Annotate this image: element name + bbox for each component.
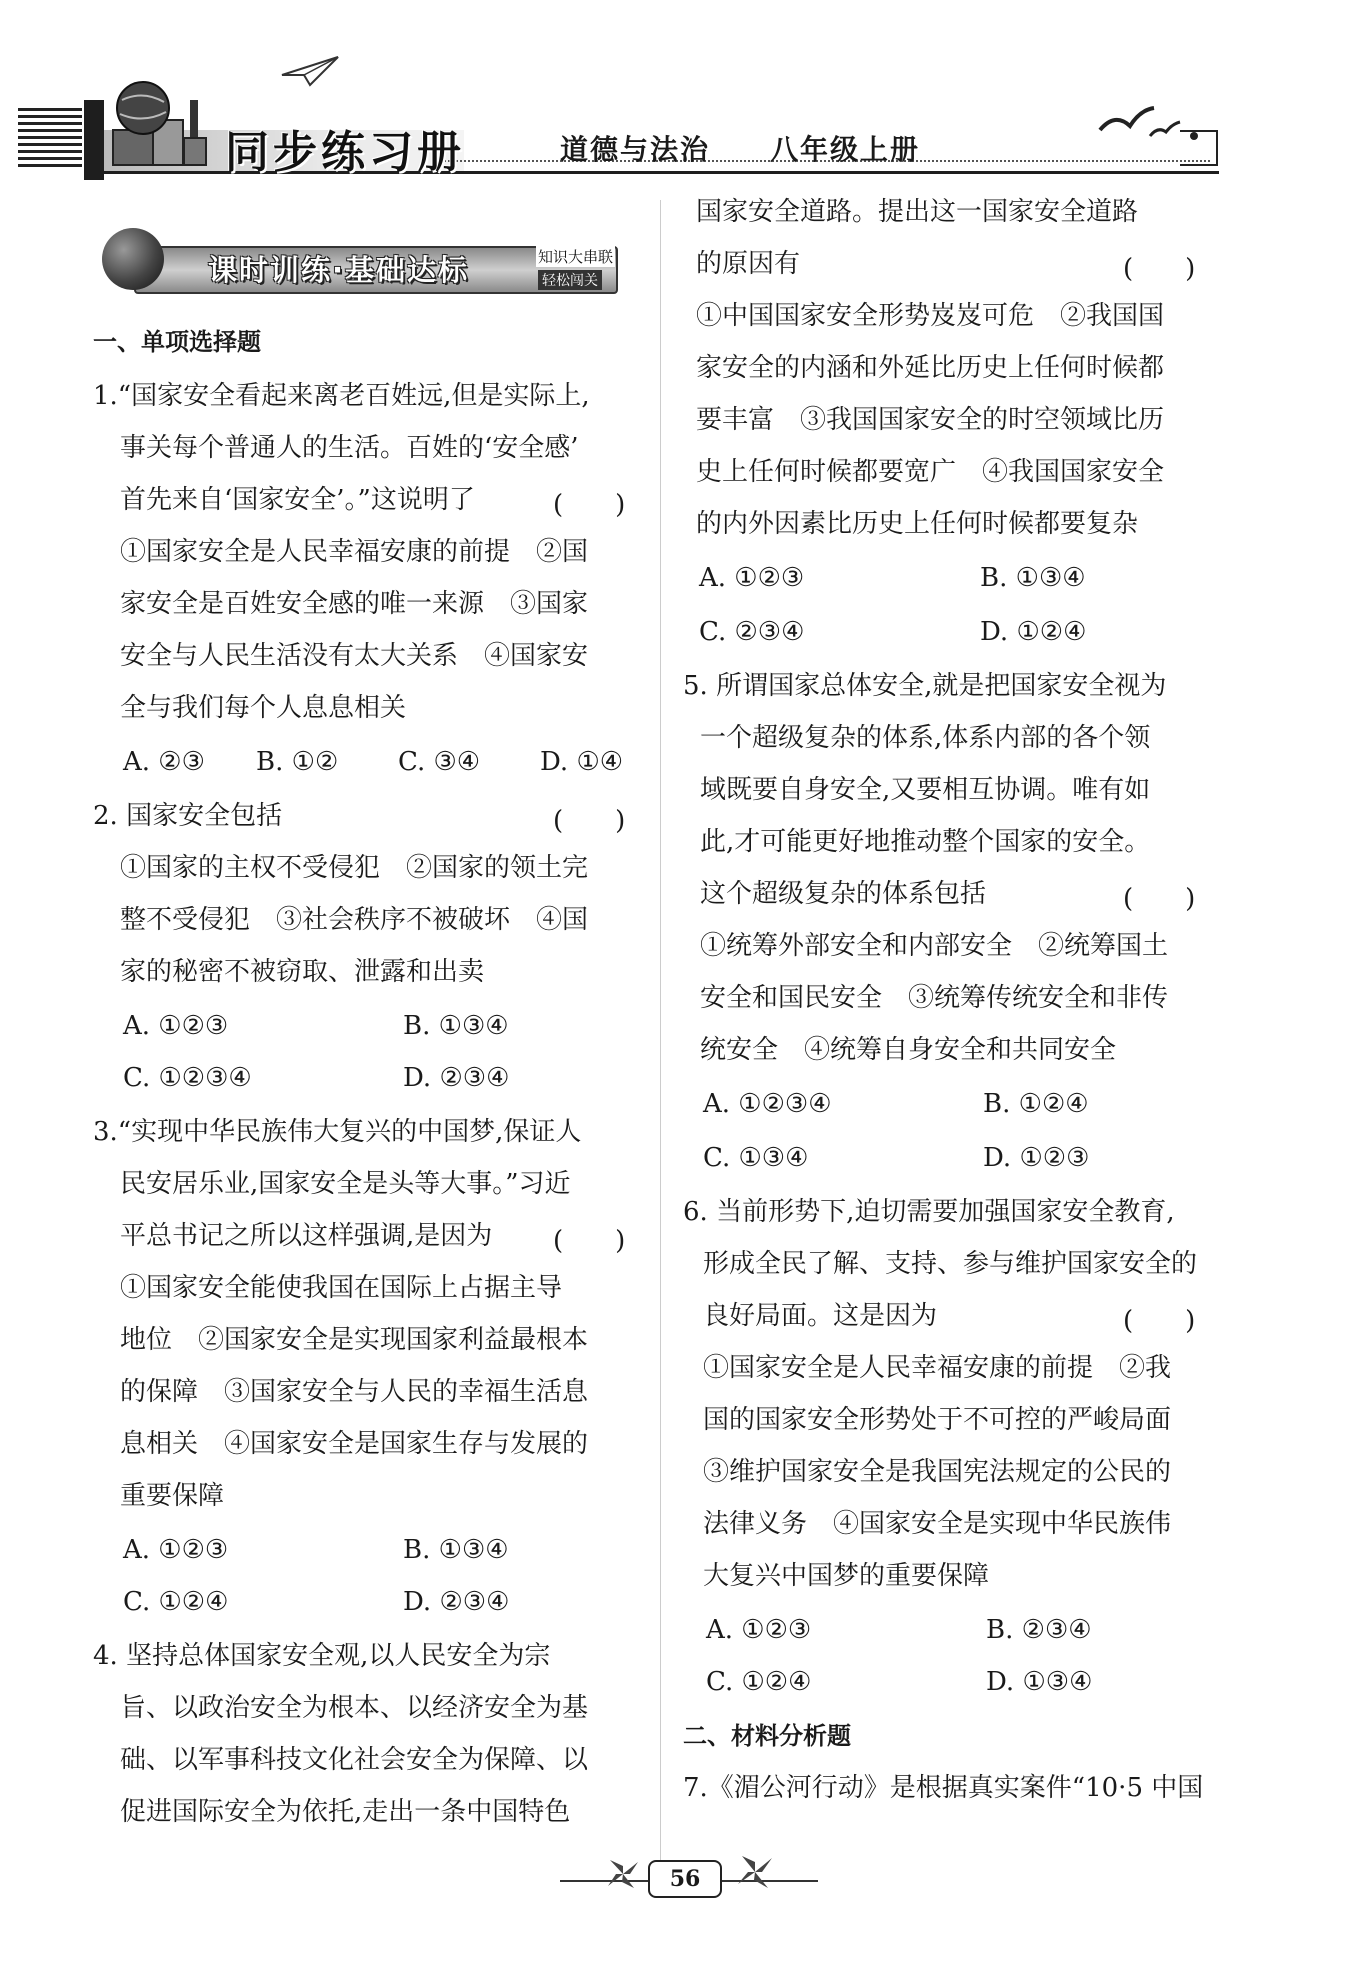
statement-text: 家的秘密不被窃取、泄露和出卖 xyxy=(120,957,485,987)
section-title: 一、单项选择题 xyxy=(93,328,261,356)
statement-text: 大复兴中国梦的重要保障 xyxy=(703,1561,990,1591)
answer-blank[interactable]: ( ) xyxy=(553,490,626,520)
question-text: 首先来自‘国家安全’。”这说明了 xyxy=(120,485,475,515)
header-bar xyxy=(84,100,104,180)
statement-text: 整不受侵犯 ③社会秩序不被破坏 ④国 xyxy=(120,905,589,935)
header-stripes xyxy=(18,108,82,174)
option-b[interactable]: B. ②③④ xyxy=(986,1615,1092,1645)
option-c[interactable]: C. ②③④ xyxy=(699,617,805,647)
option-a[interactable]: A. ①②③ xyxy=(123,1011,229,1041)
page-footer xyxy=(560,1850,820,1910)
option-a[interactable]: A. ①②③④ xyxy=(703,1089,832,1119)
question-text: 的原因有 xyxy=(696,249,801,279)
statement-text: 重要保障 xyxy=(120,1481,225,1511)
question-text: 形成全民了解、支持、参与维护国家安全的 xyxy=(703,1249,1198,1279)
question-text: 6. 当前形势下,迫切需要加强国家安全教育, xyxy=(683,1197,1175,1227)
statement-text: ①统筹外部安全和内部安全 ②统筹国土 xyxy=(700,931,1169,961)
statement-text: 的保障 ③国家安全与人民的幸福生活息 xyxy=(120,1377,589,1407)
option-b[interactable]: B. ①② xyxy=(256,747,339,777)
option-d[interactable]: D. ①④ xyxy=(540,747,624,777)
answer-blank[interactable]: ( ) xyxy=(553,806,626,836)
answer-blank[interactable]: ( ) xyxy=(1123,884,1196,914)
option-a[interactable]: A. ②③ xyxy=(123,747,205,777)
statement-text: 要丰富 ③我国国家安全的时空领域比历 xyxy=(696,405,1165,435)
statement-text: ③维护国家安全是我国宪法规定的公民的 xyxy=(703,1457,1172,1487)
option-b[interactable]: B. ①③④ xyxy=(403,1535,509,1565)
answer-blank[interactable]: ( ) xyxy=(1123,254,1196,284)
question-text: 旨、以政治安全为根本、以经济安全为基 xyxy=(120,1693,589,1723)
pinwheel-icon xyxy=(732,1850,778,1894)
statement-text: 息相关 ④国家安全是国家生存与发展的 xyxy=(120,1429,589,1459)
question-text: 4. 坚持总体国家安全观,以人民安全为宗 xyxy=(93,1641,551,1671)
option-b[interactable]: B. ①②④ xyxy=(983,1089,1089,1119)
statement-text: 法律义务 ④国家安全是实现中华民族伟 xyxy=(703,1509,1172,1539)
pinwheel-icon xyxy=(600,1854,646,1894)
option-a[interactable]: A. ①②③ xyxy=(123,1535,229,1565)
globe-icon xyxy=(102,228,164,290)
option-b[interactable]: B. ①③④ xyxy=(980,563,1086,593)
statement-text: ①国家的主权不受侵犯 ②国家的领土完 xyxy=(120,853,589,883)
question-text: 良好局面。这是因为 xyxy=(703,1301,938,1331)
answer-blank[interactable]: ( ) xyxy=(553,1226,626,1256)
statement-text: ①国家安全是人民幸福安康的前提 ②我 xyxy=(703,1353,1172,1383)
paper-plane-icon xyxy=(280,55,340,90)
section-title: 二、材料分析题 xyxy=(683,1722,851,1750)
option-c[interactable]: C. ①③④ xyxy=(703,1143,809,1173)
question-text: 域既要自身安全,又要相互协调。唯有如 xyxy=(700,775,1151,805)
option-d[interactable]: D. ②③④ xyxy=(403,1063,510,1093)
option-c[interactable]: C. ①②③④ xyxy=(123,1063,252,1093)
banner-slogan-1: 知识大串联 xyxy=(538,248,614,266)
statement-text: 安全和国民安全 ③统筹传统安全和非传 xyxy=(700,983,1169,1013)
header-clip xyxy=(1180,130,1218,166)
question-text: 促进国际安全为依托,走出一条中国特色 xyxy=(120,1797,571,1827)
banner-title: 课时训练·基础达标 xyxy=(208,253,470,287)
question-text: 2. 国家安全包括 xyxy=(93,801,283,831)
statement-text: 家安全是百姓安全感的唯一来源 ③国家 xyxy=(120,589,589,619)
question-text: 7.《湄公河行动》是根据真实案件“10·5 中国 xyxy=(683,1773,1204,1803)
statement-text: 史上任何时候都要宽广 ④我国国家安全 xyxy=(696,457,1165,487)
page-number: 56 xyxy=(648,1860,722,1898)
question-text: 民安居乐业,国家安全是头等大事。”习近 xyxy=(120,1169,571,1199)
question-text: 1.“国家安全看起来离老百姓远,但是实际上, xyxy=(93,381,590,411)
option-a[interactable]: A. ①②③ xyxy=(699,563,805,593)
question-text: 事关每个普通人的生活。百姓的‘安全感’ xyxy=(120,433,579,463)
grade-label: 八年级上册 xyxy=(770,133,921,166)
statement-text: 全与我们每个人息息相关 xyxy=(120,693,407,723)
statement-text: 安全与人民生活没有太大关系 ④国家安 xyxy=(120,641,589,671)
question-text: 础、以军事科技文化社会安全为保障、以 xyxy=(120,1745,589,1775)
option-d[interactable]: D. ①③④ xyxy=(986,1667,1093,1697)
option-c[interactable]: C. ①②④ xyxy=(706,1667,812,1697)
statement-text: 家安全的内涵和外延比历史上任何时候都 xyxy=(696,353,1165,383)
column-divider xyxy=(660,200,661,1860)
question-text: 平总书记之所以这样强调,是因为 xyxy=(120,1221,493,1251)
question-text: 5. 所谓国家总体安全,就是把国家安全视为 xyxy=(683,671,1167,701)
subject-label: 道德与法治 xyxy=(560,133,711,166)
option-c[interactable]: C. ①②④ xyxy=(123,1587,229,1617)
statement-text: ①国家安全能使我国在国际上占据主导 xyxy=(120,1273,563,1303)
option-d[interactable]: D. ②③④ xyxy=(403,1587,510,1617)
page-header xyxy=(0,0,1350,200)
statement-text: 的内外因素比历史上任何时候都要复杂 xyxy=(696,509,1139,539)
option-b[interactable]: B. ①③④ xyxy=(403,1011,509,1041)
question-text: 一个超级复杂的体系,体系内部的各个领 xyxy=(700,723,1151,753)
question-text: 国家安全道路。提出这一国家安全道路 xyxy=(696,197,1139,227)
statement-text: 地位 ②国家安全是实现国家利益最根本 xyxy=(120,1325,589,1355)
option-a[interactable]: A. ①②③ xyxy=(706,1615,812,1645)
answer-blank[interactable]: ( ) xyxy=(1123,1306,1196,1336)
option-d[interactable]: D. ①②③ xyxy=(983,1143,1090,1173)
statement-text: 国的国家安全形势处于不可控的严峻局面 xyxy=(703,1405,1172,1435)
option-d[interactable]: D. ①②④ xyxy=(980,617,1087,647)
book-title: 同步练习册 xyxy=(225,127,465,178)
statement-text: ①国家安全是人民幸福安康的前提 ②国 xyxy=(120,537,589,567)
statement-text: ①中国国家安全形势岌岌可危 ②我国国 xyxy=(696,301,1165,331)
globe-books-icon xyxy=(108,70,228,170)
question-text: 这个超级复杂的体系包括 xyxy=(700,879,987,909)
option-c[interactable]: C. ③④ xyxy=(398,747,481,777)
question-text: 此,才可能更好地推动整个国家的安全。 xyxy=(700,827,1151,857)
section-banner xyxy=(96,228,636,300)
statement-text: 统安全 ④统筹自身安全和共同安全 xyxy=(700,1035,1117,1065)
question-text: 3.“实现中华民族伟大复兴的中国梦,保证人 xyxy=(93,1117,582,1147)
banner-slogan-2: 轻松闯关 xyxy=(538,270,602,290)
